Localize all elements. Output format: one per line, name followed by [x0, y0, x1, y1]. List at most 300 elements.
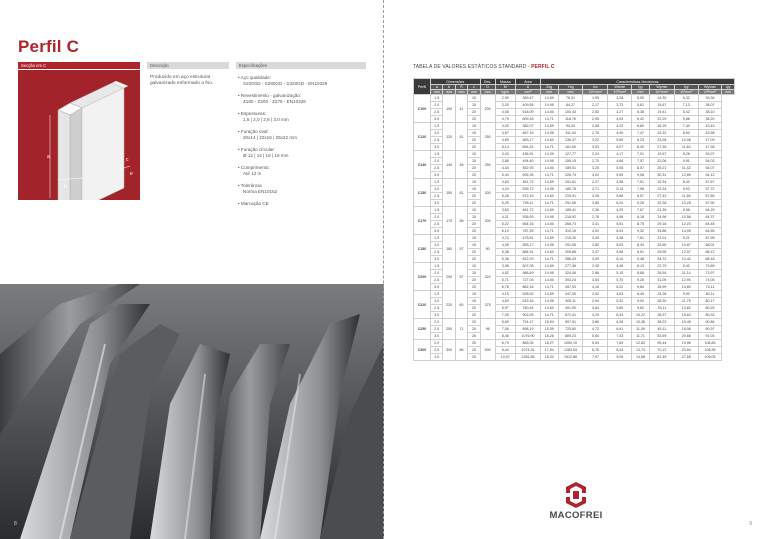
table-row — [414, 179, 735, 186]
dim-b-cell: 60 — [455, 291, 467, 319]
spec-item: • Comprimento: Até 12 m — [238, 165, 270, 176]
value-cell: 760,44 — [516, 305, 541, 312]
value-cell: 3,47 — [583, 249, 608, 256]
value-cell: 14,59 — [540, 95, 558, 102]
value-cell: 528,52 — [516, 291, 541, 298]
value-cell: 1283,54 — [558, 347, 583, 354]
profile-cell: C220 — [414, 291, 431, 319]
value-cell: 5,89 — [608, 305, 632, 312]
value-cell: 11,63 — [674, 144, 698, 151]
value-cell: 583,17 — [516, 137, 541, 144]
value-cell: 27,65 — [674, 354, 698, 361]
profile-cell: C180 — [414, 235, 431, 263]
value-cell: 14,71 — [540, 228, 558, 235]
value-cell: 84,27 — [558, 102, 583, 109]
value-cell: 64,37 — [698, 214, 722, 221]
value-cell: 3,74 — [495, 235, 516, 242]
value-cell: 10,07 — [495, 354, 516, 361]
value-cell: 100,43 — [558, 109, 583, 116]
value-cell: 14,80 — [674, 284, 698, 291]
spec-item: • Revestimento - galvanização: Z180 - Z200 - Z275 - EN10326 — [238, 93, 306, 104]
thickness-cell: 2,5 — [431, 249, 443, 256]
table-row — [414, 263, 735, 270]
value-cell: 4,79 — [495, 116, 516, 123]
value-cell: 38,37 — [649, 312, 674, 319]
macofrei-logo-icon — [558, 481, 594, 509]
value-cell: 9,91 — [674, 158, 698, 165]
value-cell: 5,71 — [495, 277, 516, 284]
value-cell: 8,45 — [632, 291, 650, 298]
value-cell: 118,76 — [558, 116, 583, 123]
value-cell: 68,12 — [698, 249, 722, 256]
dim-b-cell: 86 — [455, 340, 467, 361]
value-cell: 180,78 — [558, 186, 583, 193]
value-cell: 24,96 — [649, 214, 674, 221]
value-cell: 8,57 — [632, 193, 650, 200]
value-cell: 26,21 — [649, 165, 674, 172]
dim-c-cell: 25 — [468, 347, 480, 354]
value-cell: 161,60 — [558, 144, 583, 151]
th-symbol: A — [516, 85, 541, 90]
th-dimensions: Dimensões — [431, 79, 481, 85]
value-cell: 536,93 — [516, 214, 541, 221]
value-cell: 19,41 — [649, 109, 674, 116]
value-cell: 57,90 — [698, 200, 722, 207]
value-cell: 108,83 — [698, 340, 722, 347]
description-text: Produzido em aço estrutural galvanizado enformado a frio. — [150, 75, 214, 87]
dim-c-cell: 15 — [468, 130, 480, 137]
value-cell: 1512,86 — [558, 354, 583, 361]
value-cell: 15,45 — [674, 319, 698, 326]
table-row — [414, 123, 735, 130]
value-cell: 4,21 — [495, 214, 516, 221]
value-cell: 305,86 — [558, 249, 583, 256]
value-cell: 14,71 — [540, 256, 558, 263]
thickness-cell: 1,5 — [431, 123, 443, 130]
dim-c-cell: 15 — [468, 235, 480, 242]
value-cell: 6,79 — [495, 340, 516, 347]
th-mechanical: Características Mecânicas — [540, 79, 734, 85]
value-cell: 12,90 — [674, 277, 698, 284]
value-cell: 7,06 — [495, 326, 516, 333]
value-cell: 22,29 — [649, 116, 674, 123]
dim-c-cell: 15 — [468, 263, 480, 270]
value-cell: 14,59 — [540, 207, 558, 214]
value-cell: 70,12 — [649, 347, 674, 354]
table-body — [414, 95, 735, 361]
value-cell: 4,35 — [495, 242, 516, 249]
value-cell: 2,95 — [583, 116, 608, 123]
value-cell: 4,22 — [608, 123, 632, 130]
value-cell: 609,18 — [516, 116, 541, 123]
value-cell: 215,30 — [558, 235, 583, 242]
page-title: Perfil C — [18, 37, 80, 56]
th-symbol: Wymin — [649, 85, 674, 90]
th-unit: 10³mm³ — [608, 90, 632, 95]
dim-b-cell: 71 — [455, 319, 467, 340]
value-cell: 310,15 — [558, 228, 583, 235]
value-cell: 6,38 — [632, 109, 650, 116]
th-symbol: D — [480, 85, 495, 90]
th-symbol: Wymax — [698, 85, 722, 90]
dim-e-label: e — [130, 171, 133, 177]
dim-a-cell: 250 — [443, 319, 455, 340]
value-cell: 4,63 — [608, 291, 632, 298]
value-cell: 68,18 — [698, 256, 722, 263]
value-cell: 2,90 — [495, 95, 516, 102]
value-cell: 9,21 — [674, 235, 698, 242]
value-cell: 5,22 — [495, 221, 516, 228]
value-cell: 53,97 — [698, 151, 722, 158]
dev-cell: 300 — [480, 179, 495, 207]
value-cell: 6,25 — [495, 200, 516, 207]
value-cell: 111,44 — [558, 130, 583, 137]
value-cell: 4,09 — [583, 256, 608, 263]
value-cell: 6,78 — [495, 284, 516, 291]
profile-cell: C200 — [414, 263, 431, 291]
value-cell: 4,02 — [583, 172, 608, 179]
value-cell: 8,46 — [495, 333, 516, 340]
thickness-cell: 2,5 — [431, 347, 443, 354]
value-cell: 14,95 — [540, 102, 558, 109]
value-cell: 59,44 — [649, 340, 674, 347]
value-cell: 6,32 — [674, 95, 698, 102]
dim-c-cell: 25 — [468, 333, 480, 340]
value-cell: 8,98 — [674, 207, 698, 214]
value-cell: 2,17 — [583, 102, 608, 109]
value-cell: 22,79 — [649, 263, 674, 270]
thickness-cell: 2,5 — [431, 277, 443, 284]
value-cell: 10,36 — [632, 319, 650, 326]
value-cell: 4,29 — [583, 312, 608, 319]
value-cell: 2,36 — [583, 207, 608, 214]
dim-c-cell: 20 — [468, 312, 480, 319]
th-symbol: c — [468, 85, 480, 90]
value-cell: 11,14 — [674, 270, 698, 277]
value-cell: 90,84 — [698, 319, 722, 326]
value-cell: 862,16 — [516, 284, 541, 291]
value-cell: 672,15 — [516, 193, 541, 200]
th-symbol: b — [443, 85, 455, 90]
value-cell: 80,11 — [698, 291, 722, 298]
value-cell: 457,93 — [558, 284, 583, 291]
value-cell: 21,39 — [649, 207, 674, 214]
thickness-cell: 3,0 — [431, 284, 443, 291]
value-cell: 9,48 — [632, 256, 650, 263]
value-cell: 692,26 — [516, 172, 541, 179]
thickness-cell: 1,5 — [431, 235, 443, 242]
specifications-label: Especificações — [236, 62, 366, 69]
value-cell: 64,29 — [698, 207, 722, 214]
value-cell: 25,60 — [649, 242, 674, 249]
value-cell: 8,75 — [632, 221, 650, 228]
value-cell: 14,60 — [540, 221, 558, 228]
value-cell: 7,13 — [674, 102, 698, 109]
value-cell: 251,55 — [558, 242, 583, 249]
thickness-cell: 2,5 — [431, 165, 443, 172]
value-cell: 18,30 — [540, 354, 558, 361]
profile-cell: C170 — [414, 207, 431, 235]
value-cell: 3,63 — [495, 207, 516, 214]
value-cell: 12,83 — [632, 340, 650, 347]
value-cell: 4,36 — [608, 235, 632, 242]
value-cell: 8,23 — [632, 137, 650, 144]
thickness-cell: 3,0 — [431, 228, 443, 235]
value-cell: 14,30 — [649, 95, 674, 102]
value-cell: 2,80 — [583, 242, 608, 249]
value-cell: 94,44 — [558, 123, 583, 130]
value-cell: 3,20 — [495, 102, 516, 109]
value-cell: 11,71 — [632, 333, 650, 340]
value-cell: 22,06 — [649, 158, 674, 165]
value-cell: 2,53 — [583, 109, 608, 116]
th-unit: mm — [558, 90, 583, 95]
value-cell: 57,72 — [698, 186, 722, 193]
dim-a-cell: 150 — [443, 179, 455, 207]
value-cell: 14,60 — [540, 193, 558, 200]
dim-c-cell: 20 — [468, 109, 480, 116]
value-cell: 1050,10 — [558, 340, 583, 347]
value-cell: 13,62 — [674, 305, 698, 312]
dev-cell: 200 — [480, 95, 495, 123]
value-cell: 74,11 — [698, 284, 722, 291]
value-cell: 1076,90 — [516, 333, 541, 340]
thickness-cell: 3,0 — [431, 200, 443, 207]
value-cell: 6,80 — [632, 123, 650, 130]
value-cell: 22,01 — [649, 235, 674, 242]
value-cell: 68,01 — [698, 242, 722, 249]
value-cell: 3,86 — [583, 319, 608, 326]
value-cell: 19,32 — [649, 130, 674, 137]
value-cell: 5,70 — [608, 277, 632, 284]
value-cell: 4,18 — [583, 284, 608, 291]
dim-c-cell: 15 — [468, 298, 480, 305]
th-symbol: Iyy — [632, 85, 650, 90]
value-cell: 31,05 — [649, 277, 674, 284]
c-profile-drawing — [18, 70, 140, 200]
table-title: TABELA DE VALORES ESTÁTICOS STANDARD - PERFIL C — [413, 64, 555, 70]
value-cell: 14,59 — [540, 179, 558, 186]
value-cell: 14,71 — [540, 116, 558, 123]
dim-c-cell: 25 — [468, 354, 480, 361]
dim-c-cell: 20 — [468, 137, 480, 144]
thickness-cell: 1,5 — [431, 263, 443, 270]
dim-c-cell: 20 — [468, 116, 480, 123]
dim-c-cell: 20 — [468, 193, 480, 200]
dev-cell: 375 — [480, 291, 495, 319]
value-cell: 9,92 — [674, 291, 698, 298]
dim-b-cell: 61 — [455, 179, 467, 207]
value-cell: 2,76 — [583, 130, 608, 137]
dim-b-cell: 46 — [455, 151, 467, 179]
value-cell: 151,61 — [558, 179, 583, 186]
value-cell: 9,08 — [632, 172, 650, 179]
value-cell: 24,28 — [649, 291, 674, 298]
thickness-cell: 2,5 — [431, 193, 443, 200]
value-cell: 43,58 — [698, 130, 722, 137]
value-cell: 14,59 — [540, 123, 558, 130]
value-cell: 14,71 — [540, 284, 558, 291]
table-row — [414, 207, 735, 214]
value-cell: 35,99 — [649, 284, 674, 291]
value-cell: 7,97 — [583, 354, 608, 361]
value-cell: 136,37 — [558, 137, 583, 144]
value-cell: 8,34 — [632, 242, 650, 249]
dev-cell: 96 — [480, 319, 495, 340]
value-cell: 4,90 — [608, 130, 632, 137]
dim-c-cell: 15 — [468, 207, 480, 214]
value-cell: 2,08 — [583, 123, 608, 130]
value-cell: 9,86 — [674, 116, 698, 123]
dim-a-cell: 220 — [443, 291, 455, 319]
value-cell: 4,24 — [495, 186, 516, 193]
value-cell: 80,25 — [698, 305, 722, 312]
dim-c-cell: 15 — [468, 242, 480, 249]
value-cell: 4,72 — [583, 326, 608, 333]
value-cell: 4,15 — [495, 291, 516, 298]
th-symbol: M — [495, 85, 516, 90]
dim-a-cell: 120 — [443, 123, 455, 151]
value-cell: 67,95 — [698, 235, 722, 242]
thickness-cell: 3,0 — [431, 354, 443, 361]
value-cell: 13,25 — [674, 200, 698, 207]
value-cell: 14,95 — [540, 158, 558, 165]
value-cell: 597,51 — [558, 319, 583, 326]
value-cell: 6,28 — [608, 319, 632, 326]
value-cell: 9,26 — [632, 277, 650, 284]
thickness-cell: 1,5 — [431, 291, 443, 298]
value-cell: 14,05 — [674, 228, 698, 235]
value-cell: 8,44 — [495, 347, 516, 354]
value-cell: 64,48 — [698, 221, 722, 228]
section-label: Secção em C — [18, 62, 140, 69]
value-cell: 18,27 — [540, 340, 558, 347]
thickness-cell: 1,5 — [431, 151, 443, 158]
value-cell: 6,07 — [608, 144, 632, 151]
thickness-cell: 3,0 — [431, 172, 443, 179]
dim-c-cell: 20 — [468, 319, 480, 326]
dim-b-cell: 41 — [455, 95, 467, 123]
value-cell: 33,86 — [649, 228, 674, 235]
value-cell: 14,42 — [674, 256, 698, 263]
dim-c-cell: 20 — [468, 165, 480, 172]
th-unit: mm — [468, 90, 480, 95]
thickness-cell: 1,5 — [431, 179, 443, 186]
value-cell: 38,20 — [698, 116, 722, 123]
th-unit: mm² — [516, 90, 541, 95]
steel-profiles-photo — [0, 284, 384, 539]
value-cell: 3,00 — [495, 123, 516, 130]
value-cell: 7,47 — [632, 130, 650, 137]
c-section-diagram — [18, 70, 140, 200]
value-cell: 47,38 — [698, 144, 722, 151]
spec-item: • Furação oval: 20x14 | 22x16 | 25x22 mm — [238, 129, 297, 140]
value-cell: 405,11 — [558, 298, 583, 305]
value-cell: 14,60 — [540, 109, 558, 116]
dim-c-cell: 25 — [468, 340, 480, 347]
profile-cell: C300 — [414, 340, 431, 361]
dim-c-cell: 15 — [468, 179, 480, 186]
dim-c-cell: 20 — [468, 256, 480, 263]
value-cell: 10,56 — [674, 214, 698, 221]
value-cell: 11,75 — [674, 298, 698, 305]
value-cell: 9,05 — [608, 354, 632, 361]
value-cell: 127,77 — [558, 151, 583, 158]
value-cell: 8,13 — [632, 263, 650, 270]
value-cell: 382,07 — [516, 123, 541, 130]
value-cell: 13,74 — [632, 347, 650, 354]
th-profile: Perfil — [414, 79, 431, 95]
value-cell: 34,72 — [649, 256, 674, 263]
value-cell: 73,89 — [698, 263, 722, 270]
value-cell: 14,60 — [540, 305, 558, 312]
value-cell: 73,97 — [698, 270, 722, 277]
dim-c-cell: 20 — [468, 326, 480, 333]
value-cell: 15,63 — [674, 312, 698, 319]
value-cell: 2,24 — [583, 151, 608, 158]
value-cell: 12,89 — [674, 172, 698, 179]
dim-c-cell: 20 — [468, 228, 480, 235]
value-cell: 23,84 — [674, 347, 698, 354]
thickness-cell: 2,5 — [431, 109, 443, 116]
value-cell: 277,36 — [558, 263, 583, 270]
value-cell: 54,07 — [698, 165, 722, 172]
spec-item: • Tolerância Norma EN10162 — [238, 183, 278, 194]
value-cell: 6,22 — [608, 284, 632, 291]
dim-c-cell: 15 — [468, 123, 480, 130]
value-cell: 869,23 — [558, 333, 583, 340]
dev-cell: 90 — [480, 235, 495, 263]
dim-c-cell: 15 — [468, 102, 480, 109]
thickness-cell: 3,0 — [431, 333, 443, 340]
value-cell: 8,44 — [608, 347, 632, 354]
profile-cell: C120 — [414, 123, 431, 151]
value-cell: 4,08 — [495, 109, 516, 116]
value-cell: 2,71 — [583, 186, 608, 193]
value-cell: 6,10 — [608, 256, 632, 263]
value-cell: 8,57 — [632, 165, 650, 172]
value-cell: 14,95 — [540, 214, 558, 221]
value-cell: 29,95 — [649, 249, 674, 256]
value-cell: 518,09 — [516, 109, 541, 116]
value-cell: 218,92 — [558, 214, 583, 221]
value-cell: 4,62 — [495, 270, 516, 277]
dim-c-cell: 20 — [468, 277, 480, 284]
value-cell: 81,45 — [649, 354, 674, 361]
value-cell: 19,57 — [649, 151, 674, 158]
value-cell: 4,34 — [495, 165, 516, 172]
value-cell: 898,19 — [516, 326, 541, 333]
value-cell: 902,05 — [516, 312, 541, 319]
thickness-cell: 2,0 — [431, 186, 443, 193]
value-cell: 812,29 — [516, 256, 541, 263]
value-cell: 15,67 — [649, 102, 674, 109]
value-cell: 2,94 — [583, 298, 608, 305]
thickness-cell: 2,5 — [431, 137, 443, 144]
th-symbol: Wxmin — [608, 85, 632, 90]
table-row — [414, 340, 735, 347]
value-cell: 32,38 — [649, 200, 674, 207]
value-cell: 7,09 — [495, 312, 516, 319]
value-cell: 9,32 — [632, 228, 650, 235]
value-cell: 14,59 — [540, 291, 558, 298]
value-cell: 14,95 — [540, 298, 558, 305]
page-number-left: 8 — [14, 521, 17, 527]
value-cell: 14,60 — [540, 165, 558, 172]
dim-a-cell: 170 — [443, 207, 455, 235]
value-cell: 347,05 — [558, 291, 583, 298]
value-cell: 15,59 — [540, 326, 558, 333]
